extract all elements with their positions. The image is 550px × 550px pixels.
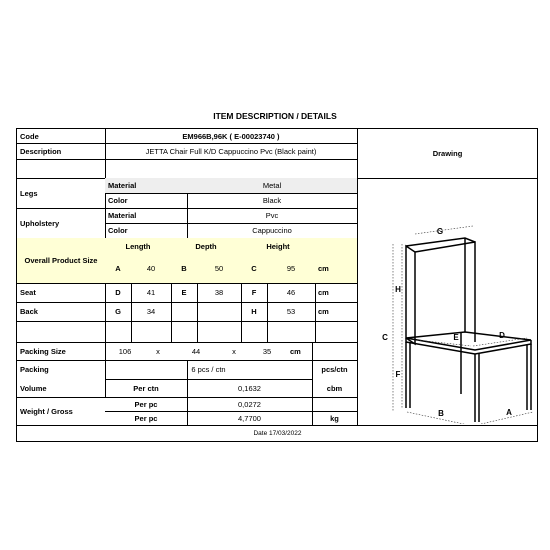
- drawing-letter-d: D: [499, 331, 505, 340]
- volume-per-ctn-label: Per ctn: [133, 383, 159, 393]
- depth-header: Depth: [171, 238, 241, 254]
- weight-label: Weight / Gross: [20, 406, 73, 416]
- packing-size-label: Packing Size: [20, 346, 66, 356]
- legs-material-label: Material: [105, 178, 187, 193]
- legs-color-value: Black: [262, 196, 282, 205]
- volume-per-ctn-value: 0,1632: [238, 383, 261, 393]
- packing-size-length: 106: [118, 346, 132, 356]
- seat-height-value: 46: [286, 288, 296, 297]
- drawing-letter-h: H: [395, 285, 401, 294]
- back-unit: cm: [318, 307, 329, 316]
- upholstery-material-label: Material: [108, 211, 137, 220]
- overall-length-value: 40: [131, 254, 171, 283]
- seat-depth-code: E: [181, 288, 187, 297]
- packing-unit: pcs/ctn: [321, 365, 348, 374]
- chair-drawing: [373, 182, 536, 424]
- seat-height-code: F: [251, 288, 257, 297]
- length-header: Length: [105, 238, 171, 254]
- drawing-letter-g: G: [436, 227, 444, 236]
- drawing-label: Drawing: [432, 149, 463, 158]
- overall-unit: cm: [315, 254, 357, 283]
- weight-value: 4,7700: [238, 413, 261, 423]
- packing-size-unit: cm: [290, 346, 301, 356]
- overall-height-code: C: [241, 254, 267, 283]
- overall-length-code: A: [105, 254, 131, 283]
- volume-per-pc-label: Per pc: [134, 399, 158, 409]
- description-label: Description: [20, 146, 62, 156]
- seat-length-value: 41: [146, 288, 156, 297]
- back-height-code: H: [251, 307, 257, 316]
- seat-label: Seat: [20, 288, 36, 297]
- upholstery-color-label: Color: [108, 226, 128, 235]
- packing-size-width: 44: [191, 346, 201, 356]
- overall-depth-value: 50: [197, 254, 241, 283]
- drawing-letter-e: E: [453, 333, 459, 342]
- code-value: EM966B,96K ( E-00023740 ): [182, 131, 280, 141]
- seat-unit: cm: [318, 288, 329, 297]
- description-value: JETTA Chair Full K/D Cappuccino Pvc (Black paint): [145, 146, 317, 156]
- volume-unit: cbm: [326, 383, 343, 393]
- packing-size-x2: x: [232, 346, 236, 356]
- item-details-sheet: [16, 128, 538, 442]
- drawing-letter-f: F: [395, 370, 401, 379]
- page-title: ITEM DESCRIPTION / DETAILS: [213, 111, 337, 121]
- seat-length-code: D: [115, 288, 121, 297]
- back-length-code: G: [115, 307, 121, 316]
- overall-depth-code: B: [171, 254, 197, 283]
- unit-header-blank: [315, 238, 357, 254]
- legs-color-label: Color: [108, 196, 128, 205]
- seat-depth-value: 38: [214, 288, 224, 297]
- overall-size-label: Overall Product Size: [17, 238, 105, 283]
- back-length-value: 34: [146, 307, 156, 316]
- drawing-letter-a: A: [506, 408, 512, 417]
- height-header: Height: [241, 238, 315, 254]
- volume-per-pc-value: 0,0272: [238, 399, 261, 409]
- packing-value: 6 pcs / ctn: [191, 365, 226, 374]
- packing-size-height: 35: [262, 346, 272, 356]
- drawing-letter-c: C: [382, 333, 388, 342]
- volume-label: Volume: [20, 383, 47, 393]
- packing-label: Packing: [20, 365, 49, 374]
- date-label: Date 17/03/2022: [253, 430, 302, 437]
- upholstery-color-value: Cappuccino: [252, 226, 292, 235]
- back-label: Back: [20, 307, 38, 316]
- legs-label: Legs: [20, 188, 38, 198]
- overall-height-value: 95: [267, 254, 315, 283]
- chair-outline: [406, 238, 531, 422]
- weight-per-pc-label: Per pc: [134, 413, 158, 423]
- weight-unit: kg: [330, 413, 339, 423]
- back-height-value: 53: [286, 307, 296, 316]
- upholstery-label: Upholstery: [20, 218, 60, 228]
- packing-size-x1: x: [156, 346, 160, 356]
- code-label: Code: [20, 131, 39, 141]
- spacer-row: [17, 321, 357, 342]
- upholstery-material-value: Pvc: [265, 211, 279, 220]
- legs-material-value: Metal: [187, 178, 357, 193]
- dimension-lines: [393, 226, 533, 424]
- drawing-letter-b: B: [438, 409, 444, 418]
